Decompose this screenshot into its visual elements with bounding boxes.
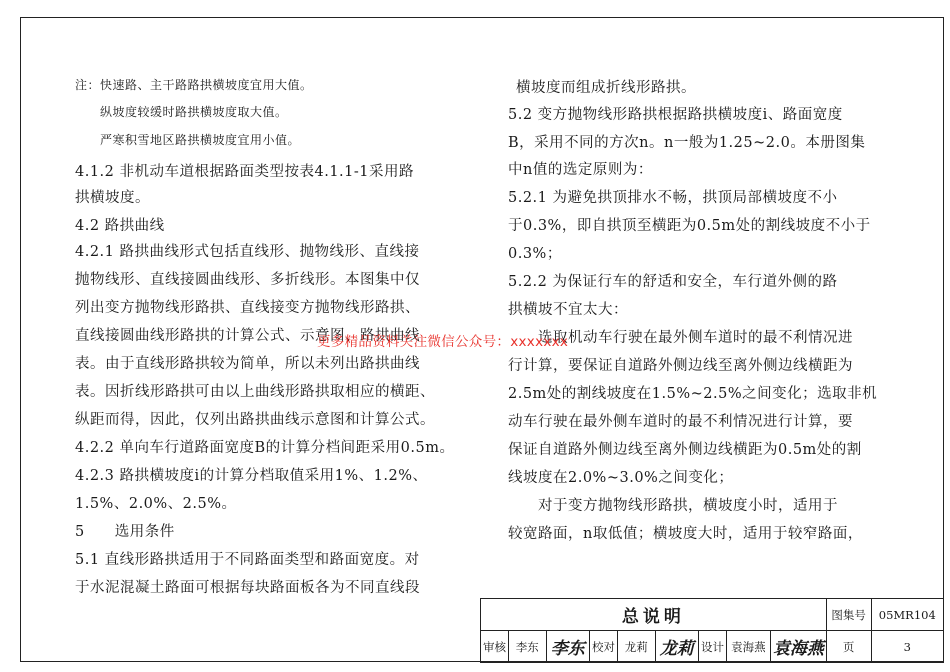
designer-name: 袁海燕 — [727, 631, 771, 663]
left-text-line: 5 选用条件 — [75, 524, 175, 540]
review-label: 审核 — [481, 631, 509, 663]
left-text-line: 4.1.2 非机动车道根据路面类型按表4.1.1-1采用路 — [75, 164, 415, 180]
reviewer-name: 李东 — [509, 631, 547, 663]
page-number: 3 — [871, 631, 943, 663]
left-text-line: 表。因折线形路拱可由以上曲线形路拱取相应的横距、 — [75, 384, 435, 400]
atlas-number: 05MR104 — [871, 599, 943, 631]
left-text-line: 表。由于直线形路拱较为简单，所以未列出路拱曲线 — [75, 356, 420, 372]
right-text-line: 保证自道路外侧边线至离外侧边线横距为0.5m处的割 — [508, 442, 862, 458]
left-text-line: 4.2 路拱曲线 — [75, 218, 165, 234]
right-text-line: 较宽路面，n取低值；横坡度大时，适用于较窄路面， — [508, 526, 863, 542]
right-text-line: 线坡度在2.0%~3.0%之间变化； — [508, 470, 734, 486]
right-text-line: 于0.3%，即自拱顶至横距为0.5m处的割线坡度不小于 — [508, 218, 871, 234]
right-text-line: B，采用不同的方次n。n一般为1.25~2.0。本册图集 — [508, 135, 866, 151]
left-text-line: 严寒积雪地区路拱横坡度宜用小值。 — [100, 133, 301, 147]
atlas-number-label: 图集号 — [826, 599, 871, 631]
left-text-line: 抛物线形、直线接圆曲线形、多折线形。本图集中仅 — [75, 272, 420, 288]
left-text-line: 4.2.2 单向车行道路面宽度B的计算分档间距采用0.5m。 — [75, 440, 455, 456]
watermark-text: 更多精品资料关注微信公众号：xxxxxxx — [317, 334, 569, 350]
left-text-line: 拱横坡度。 — [75, 190, 150, 206]
left-text-line: 列出变方抛物线形路拱、直线接变方抛物线形路拱、 — [75, 300, 420, 316]
left-text-line: 注：快速路、主干路路拱横坡度宜用大值。 — [75, 78, 313, 92]
right-text-line: 中n值的选定原则为： — [508, 162, 653, 178]
right-text-line: 0.3%； — [508, 246, 562, 262]
right-text-line: 对于变方抛物线形路拱，横坡度小时，适用于 — [508, 498, 838, 514]
right-text-line: 行计算，要保证自道路外侧边线至离外侧边线横距为 — [508, 358, 853, 374]
left-text-line: 直线接圆曲线形路拱的计算公式、示意图、路拱曲线 — [75, 328, 420, 344]
right-text-line: 2.5m处的割线坡度在1.5%~2.5%之间变化；选取非机 — [508, 386, 878, 402]
title-block — [480, 598, 944, 662]
checker-signature: 龙莉 — [655, 631, 699, 663]
right-text-line: 拱横坡不宜太大： — [508, 302, 628, 318]
design-label: 设计 — [699, 631, 727, 663]
right-text-line: 5.2 变方抛物线形路拱根据路拱横坡度i、路面宽度 — [508, 107, 843, 123]
left-text-line: 4.2.1 路拱曲线形式包括直线形、抛物线形、直线接 — [75, 244, 420, 260]
right-text-line: 横坡度而组成折线形路拱。 — [516, 80, 696, 96]
left-text-line: 1.5%、2.0%、2.5%。 — [75, 496, 237, 512]
left-text-line: 纵坡度较缓时路拱横坡度取大值。 — [100, 105, 288, 119]
right-text-line: 动车行驶在最外侧车道时的最不利情况进行计算，要 — [508, 414, 853, 430]
right-text-line: 选取机动车行驶在最外侧车道时的最不利情况进 — [508, 330, 853, 346]
right-text-line: 5.2.2 为保证行车的舒适和安全，车行道外侧的路 — [508, 274, 838, 290]
left-text-line: 5.1 直线形路拱适用于不同路面类型和路面宽度。对 — [75, 552, 420, 568]
check-label: 校对 — [590, 631, 618, 663]
checker-name: 龙莉 — [618, 631, 656, 663]
left-text-line: 4.2.3 路拱横坡度i的计算分档取值采用1%、1.2%、 — [75, 468, 428, 484]
left-text-line: 纵距而得，因此，仅列出路拱曲线示意图和计算公式。 — [75, 412, 435, 428]
page-label: 页 — [826, 631, 871, 663]
left-text-line: 于水泥混凝土路面可根据每块路面板各为不同直线段 — [75, 580, 420, 596]
designer-signature: 袁海燕 — [770, 631, 826, 663]
drawing-title: 总说明 — [481, 599, 827, 631]
right-text-line: 5.2.1 为避免拱顶排水不畅，拱顶局部横坡度不小 — [508, 190, 838, 206]
reviewer-signature: 李东 — [546, 631, 590, 663]
